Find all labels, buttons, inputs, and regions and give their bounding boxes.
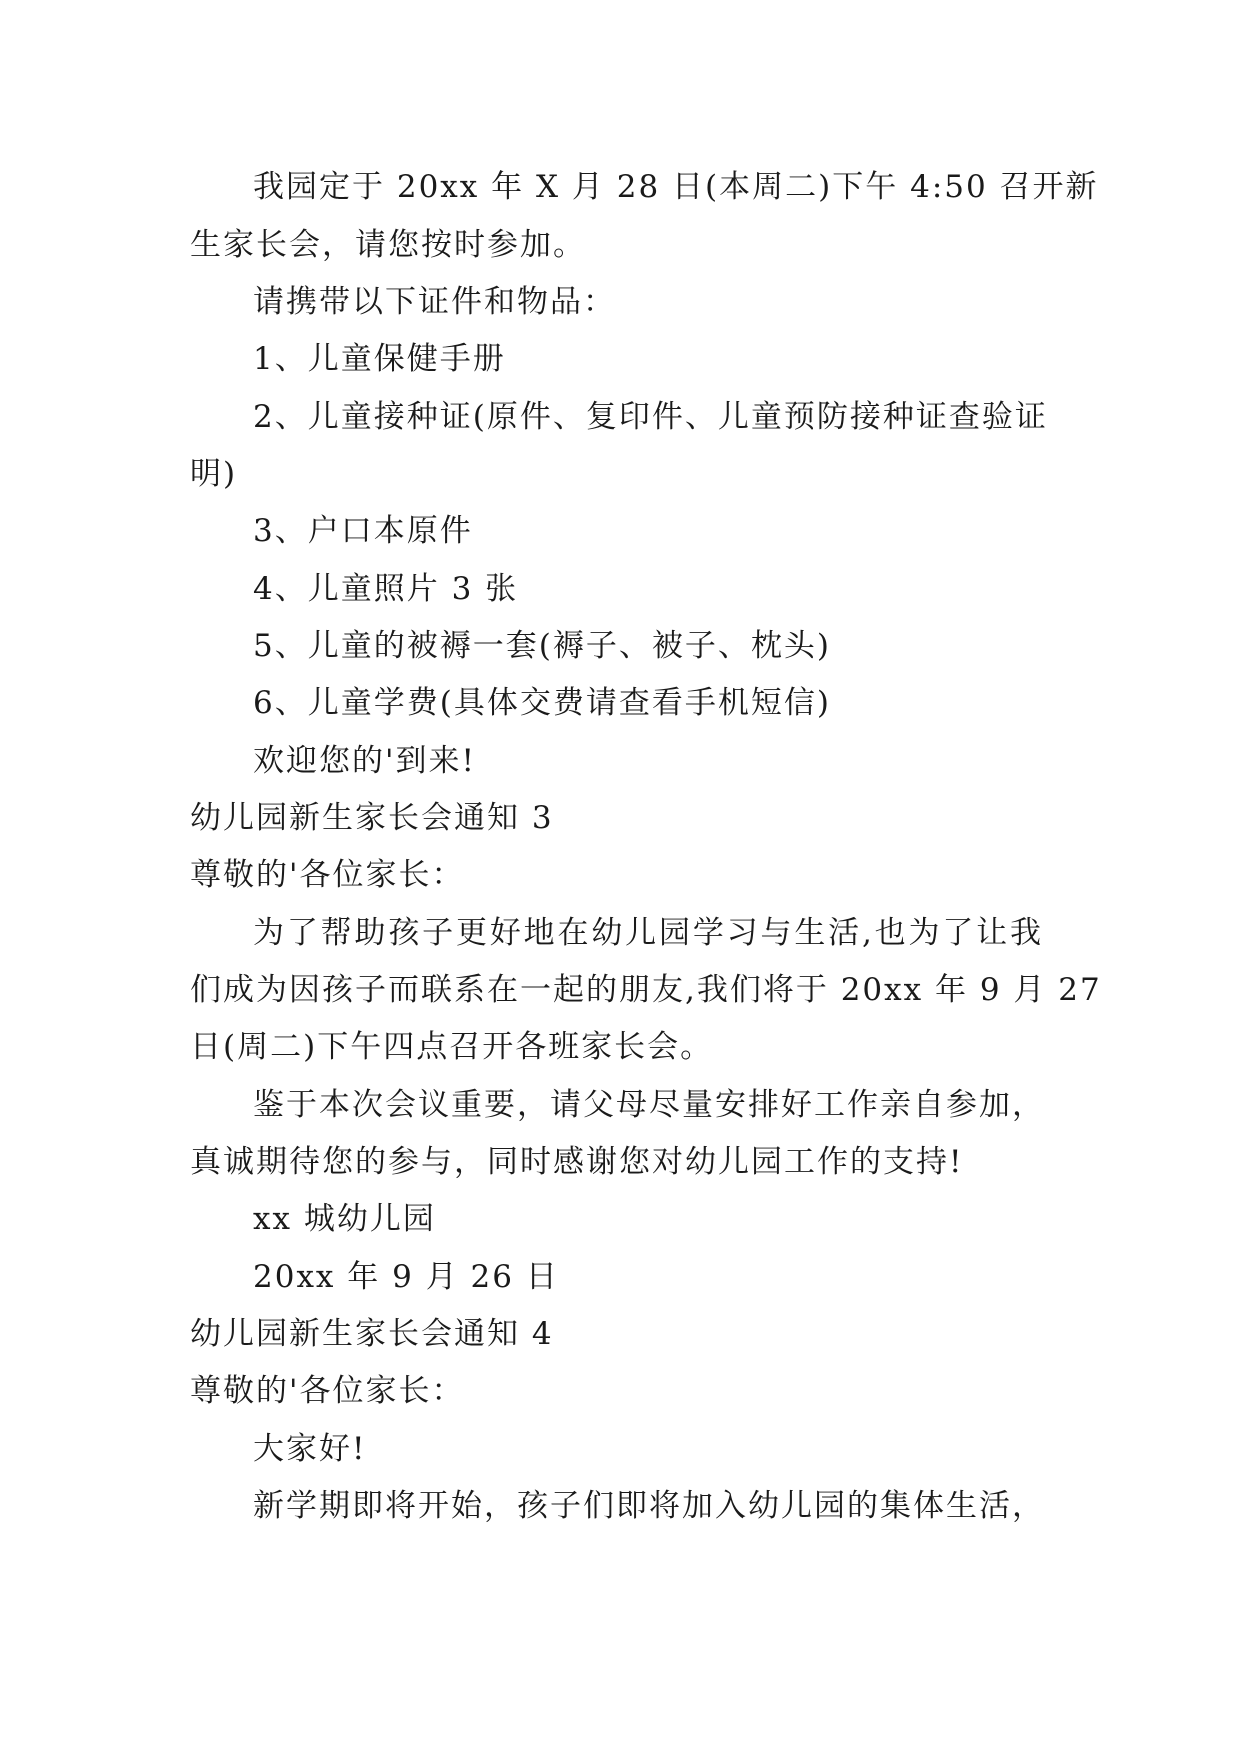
list-item: 6、儿童学费(具体交费请查看手机短信) <box>253 685 831 721</box>
paragraph-line: 欢迎您的'到来! <box>253 743 476 779</box>
section-heading: 幼儿园新生家长会通知 3 <box>190 800 554 836</box>
list-item: 5、儿童的被褥一套(褥子、被子、枕头) <box>253 628 831 664</box>
paragraph-line: 生家长会，请您按时参加。 <box>190 227 586 263</box>
list-item: 4、儿童照片 3 张 <box>253 571 519 607</box>
signature-date: 20xx 年 9 月 26 日 <box>253 1259 559 1295</box>
list-item: 1、儿童保健手册 <box>253 341 506 377</box>
list-item: 3、户口本原件 <box>253 513 473 549</box>
salutation: 尊敬的'各位家长： <box>190 857 465 893</box>
list-item: 2、儿童接种证(原件、复印件、儿童预防接种证查验证 <box>253 399 1048 435</box>
paragraph-line: 大家好! <box>253 1431 367 1467</box>
paragraph-line: 鉴于本次会议重要，请父母尽量安排好工作亲自参加， <box>253 1087 1045 1123</box>
paragraph-line: 们成为因孩子而联系在一起的朋友,我们将于 20xx 年 9 月 27 <box>190 972 1102 1008</box>
signature-name: xx 城幼儿园 <box>253 1201 436 1237</box>
paragraph-line: 真诚期待您的参与，同时感谢您对幼儿园工作的支持! <box>190 1144 964 1180</box>
paragraph-line: 明) <box>190 456 238 492</box>
paragraph-line: 请携带以下证件和物品： <box>253 284 616 320</box>
paragraph-line: 我园定于 20xx 年 X 月 28 日(本周二)下午 4:50 召开新 <box>253 169 1099 205</box>
paragraph-line: 日(周二)下午四点召开各班家长会。 <box>190 1029 714 1065</box>
paragraph-line: 新学期即将开始，孩子们即将加入幼儿园的集体生活， <box>253 1488 1045 1524</box>
salutation: 尊敬的'各位家长： <box>190 1373 465 1409</box>
section-heading: 幼儿园新生家长会通知 4 <box>190 1316 554 1352</box>
paragraph-line: 为了帮助孩子更好地在幼儿园学习与生活,也为了让我 <box>253 915 1043 951</box>
